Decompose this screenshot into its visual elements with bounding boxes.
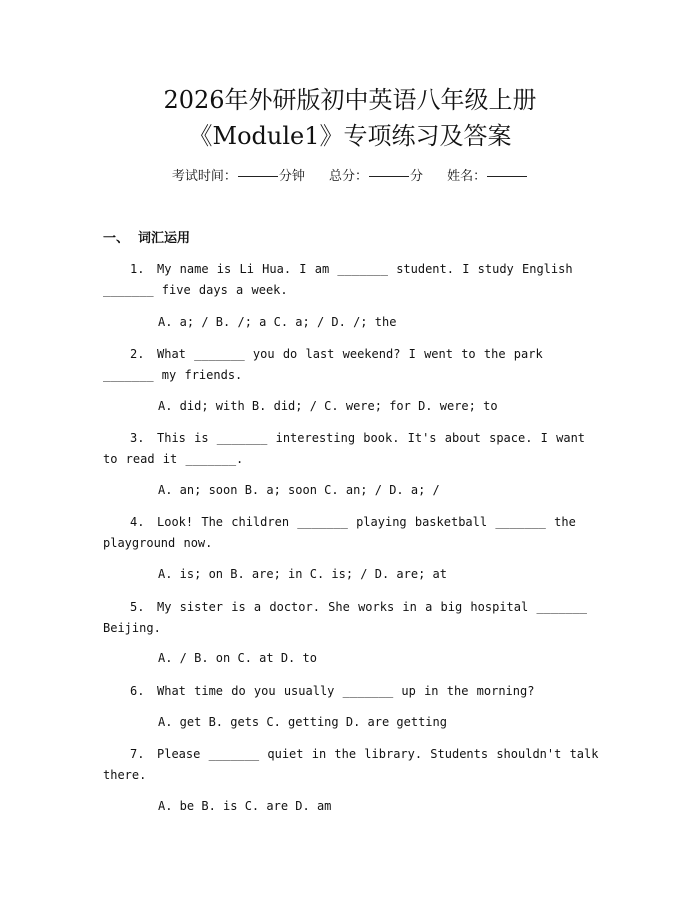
question-options: A. be B. is C. are D. am (158, 799, 332, 813)
question-body: What time do you usually _______ up in the morning? (157, 684, 535, 698)
total-score-blank (369, 176, 409, 177)
exam-time-field (172, 168, 305, 186)
question-number: 6. (130, 684, 145, 698)
section-number: 一、 (103, 231, 130, 246)
exam-time-unit: 分钟 (278, 169, 305, 184)
question-options: A. get B. gets C. getting D. are getting (158, 715, 447, 729)
document-title-line-2: 《Module1》专项练习及答案 (188, 122, 512, 150)
question-options: A. an; soon B. a; soon C. an; / D. a; / (158, 483, 440, 497)
question-number: 3. (130, 431, 145, 445)
question-number: 2. (130, 347, 145, 361)
total-score-field (329, 168, 423, 186)
section-heading (103, 230, 190, 248)
question-text (103, 681, 599, 702)
question-body: Please _______ quiet in the library. Students shouldn't talk there. (103, 747, 599, 782)
question-number: 7. (130, 747, 145, 761)
question-number: 4. (130, 515, 145, 529)
exam-time-blank (238, 176, 278, 177)
question-body: Look! The children _______ playing basketball _______ the playground now. (103, 515, 576, 550)
question-options: A. did; with B. did; / C. were; for D. were; to (158, 399, 498, 413)
question-number: 1. (130, 262, 145, 276)
question-body: My name is Li Hua. I am _______ student. I study English _______ five days a week. (103, 262, 573, 297)
total-score-unit: 分 (410, 169, 424, 184)
question-text (103, 744, 599, 786)
question-body: This is _______ interesting book. It's about space. I want to read it _______. (103, 431, 586, 466)
student-name-blank (487, 176, 527, 177)
exam-time-label: 考试时间： (171, 169, 237, 184)
question-text (103, 344, 599, 386)
student-name-field (447, 168, 528, 186)
document-title-line-1: 2026年外研版初中英语八年级上册 (163, 86, 537, 114)
question-options: A. is; on B. are; in C. is; / D. are; at (158, 567, 447, 581)
student-name-label: 姓名： (447, 169, 487, 184)
section-title: 词汇运用 (138, 231, 191, 246)
question-body: What _______ you do last weekend? I went to the park _______ my friends. (103, 347, 543, 382)
question-text (103, 259, 599, 301)
total-score-label: 总分： (328, 169, 368, 184)
question-options: A. / B. on C. at D. to (158, 651, 317, 665)
question-text (103, 597, 599, 639)
question-body: My sister is a doctor. She works in a big hospital _______ Beijing. (103, 600, 588, 635)
question-options: A. a; / B. /; a C. a; / D. /; the (158, 315, 397, 329)
question-number: 5. (130, 600, 145, 614)
question-text (103, 428, 599, 470)
exam-info-line (0, 168, 700, 186)
question-text (103, 512, 599, 554)
